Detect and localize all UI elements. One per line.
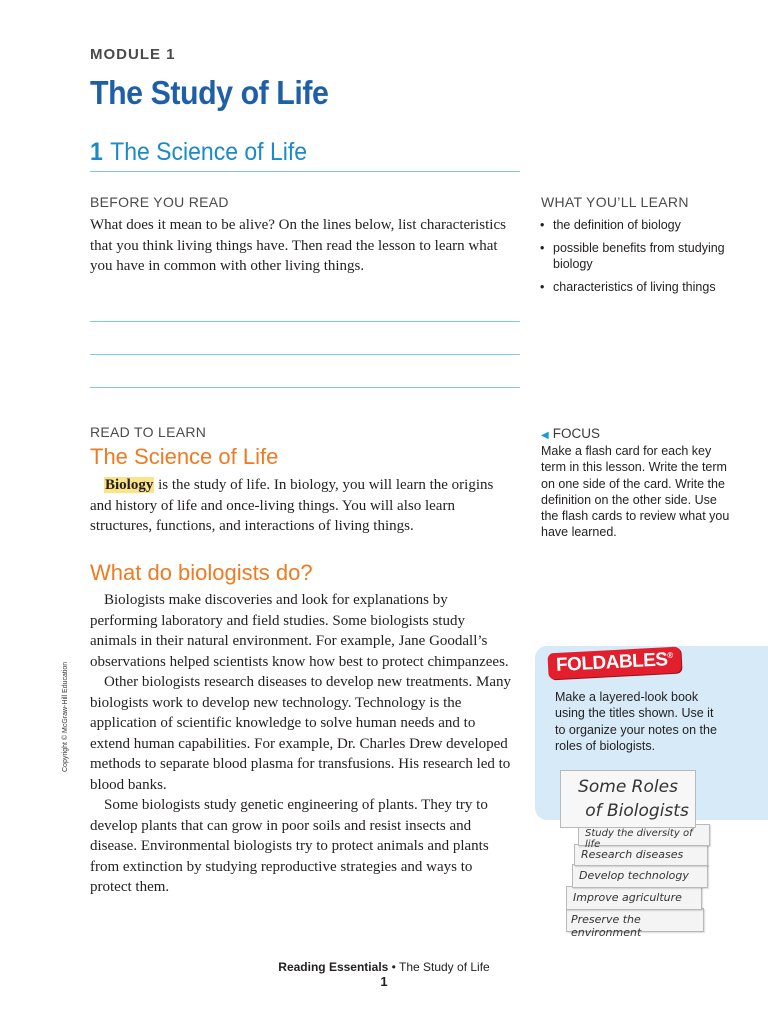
biology-definition-paragraph [90, 475, 510, 537]
learning-goal-item: • the definition of biology [540, 217, 750, 234]
foldables-instructions: Make a layered-look book using the titles shown. Use it to organize your notes on the roles of biologists. [555, 690, 717, 753]
footer-book: The Study of Life [398, 960, 490, 974]
section-heading-biologists: What do biologists do? [90, 560, 313, 585]
paragraph: Other biologists research diseases to develop new treatments. Many biologists work to develop new technology. Technology is the application of scientific knowledge to solve human needs and to extend human capabilities. For example, Dr. Charles Drew developed methods to separate blood plasma for transfusions. His research led to blood banks. [90, 674, 511, 793]
page-title: The Study of Life [90, 74, 329, 111]
definition-text: is the study of life. In biology, you will learn the origins and history of life and once-living things. You will also learn structures, functions, and interactions of living things. [90, 477, 494, 534]
footer-separator: • [388, 960, 399, 974]
paragraph: Biologists make discoveries and look for explanations by performing laboratory and field studies. Some biologists study animals in their natural environment. For example, Jane Goodall’s observations helped scientists know how best to protect chimpanzees. [90, 592, 509, 670]
book-title-line: Some Roles [578, 777, 678, 797]
focus-heading-text: FOCUS [552, 426, 600, 441]
before-you-read-text: What does it mean to be alive? On the lines below, list characteristics that you think living things have. Then read the lesson to learn what you have in common with other living things. [90, 217, 506, 274]
book-tab: Develop technology [572, 864, 708, 888]
biologists-body [90, 590, 515, 898]
read-to-learn-heading: READ TO LEARN [90, 424, 207, 440]
foldables-logo-text: FOLDABLES [555, 649, 669, 677]
before-you-read-heading: BEFORE YOU READ [90, 194, 229, 210]
learning-goal-item: • characteristics of living things [540, 279, 750, 296]
footer-title [0, 960, 768, 974]
book-tab: Improve agriculture [566, 886, 702, 910]
focus-heading [541, 426, 600, 441]
learning-goal-item: • possible benefits from studying biology [540, 240, 750, 273]
lesson-title-text: The Science of Life [110, 138, 308, 166]
book-tab: Preserve the environment [566, 908, 704, 932]
book-cover [560, 770, 696, 828]
section-heading-science-of-life: The Science of Life [90, 444, 279, 469]
triangle-left-icon: ◀ [541, 430, 549, 441]
key-term-biology: Biology [105, 477, 154, 493]
lesson-title [90, 138, 307, 167]
book-title-line: of Biologists [585, 801, 689, 821]
footer-series: Reading Essentials [278, 960, 389, 974]
learning-goals-list [540, 217, 750, 301]
title-rule [90, 171, 520, 172]
book-tab: Research diseases [574, 844, 708, 866]
layered-book-illustration [558, 768, 718, 939]
focus-text: Make a flash card for each key term in this lesson. Write the term on one side of the card. Write the definition on the other side. Use the flash cards to review what you have learned. [541, 444, 730, 540]
lesson-number: 1 [90, 138, 103, 166]
writing-line-1[interactable] [90, 321, 520, 322]
foldables-logo: FOLDABLES® [547, 647, 681, 680]
module-label: MODULE 1 [90, 46, 176, 63]
what-youll-learn-heading: WHAT YOU’LL LEARN [541, 194, 689, 210]
book-tab: Study the diversity of life [578, 824, 710, 846]
page-number: 1 [380, 974, 388, 989]
paragraph: Some biologists study genetic engineering of plants. They try to develop plants that can grow in poor soils and resist insects and disease. Environmental biologists try to protect animals and plants from extinction by studying reproductive strategies and ways to protect them. [90, 797, 489, 895]
writing-line-3[interactable] [90, 387, 520, 388]
writing-line-2[interactable] [90, 354, 520, 355]
copyright-notice: Copyright © McGraw-Hill Education [62, 661, 69, 772]
